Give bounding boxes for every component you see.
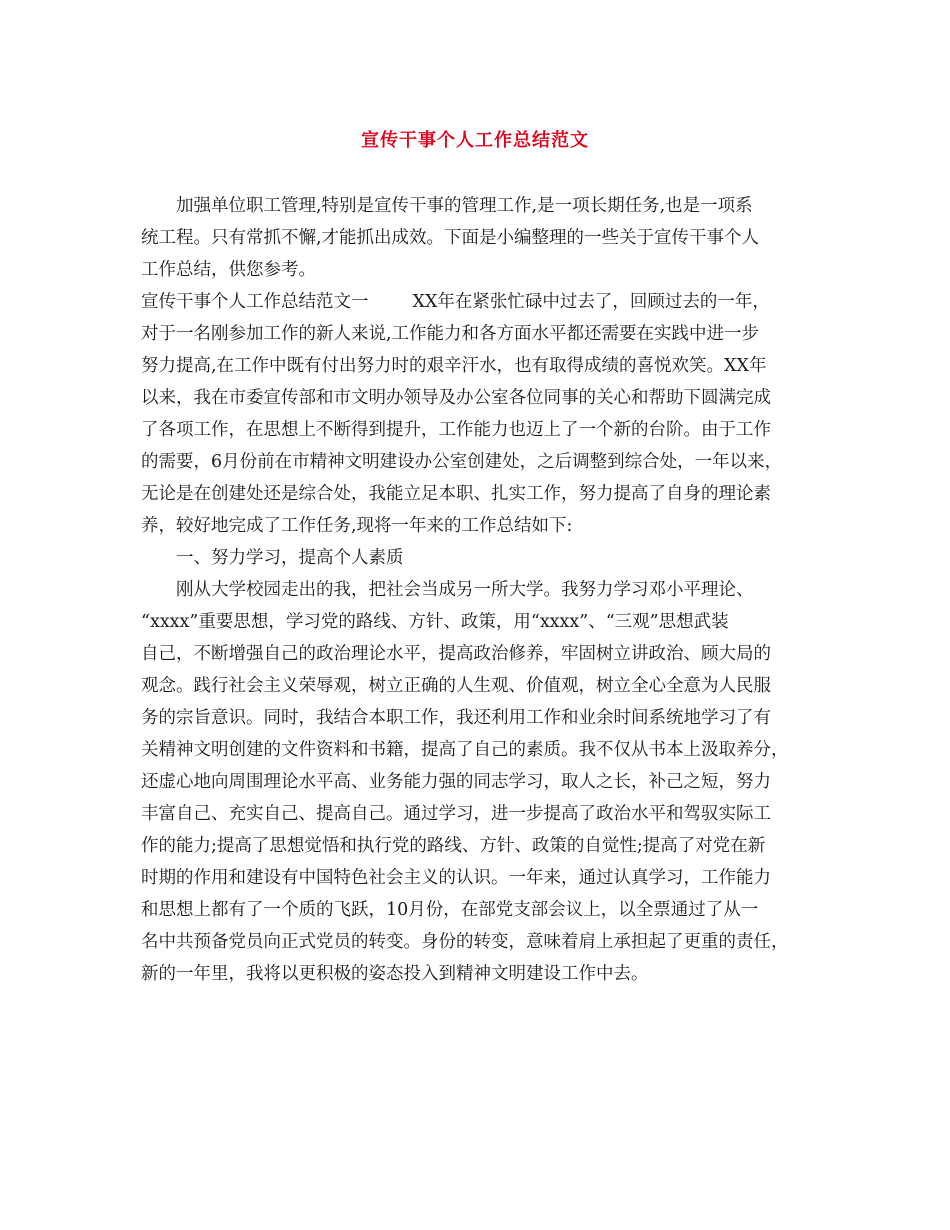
- text-line: [141, 606, 811, 638]
- text-line: [141, 190, 811, 222]
- text-line-content: 和思想上都有了一个质的飞跃，10月份，在部党支部会议上，以全票通过了从一: [141, 900, 759, 920]
- document-title: 宣传干事个人工作总结范文: [361, 130, 589, 151]
- text-line: [141, 574, 811, 606]
- text-line-content: 工作总结，供您参考。: [141, 260, 316, 280]
- document-body: [141, 190, 811, 990]
- text-line-content: 以来，我在市委宣传部和市文明办领导及办公室各位同事的关心和帮助下圆满完成: [141, 388, 771, 408]
- text-line-content: 加强单位职工管理,特别是宣传干事的管理工作,是一项长期任务,也是一项系: [176, 196, 753, 216]
- text-line: [141, 830, 811, 862]
- text-line: [141, 926, 811, 958]
- text-line-content: 新的一年里，我将以更积极的姿态投入到精神文明建设工作中去。: [141, 964, 649, 984]
- text-line-content: 养，较好地完成了工作任务,现将一年来的工作总结如下:: [141, 516, 573, 536]
- text-line: [141, 478, 811, 510]
- text-line: [141, 222, 811, 254]
- text-line-content-continued: XX年在紧张忙碌中过去了，回顾过去的一年，: [412, 292, 770, 312]
- text-line-content: 自己，不断增强自己的政治理论水平，提高政治修养，牢固树立讲政治、顾大局的: [141, 644, 771, 664]
- text-line-content: 观念。践行社会主义荣辱观，树立正确的人生观、价值观，树立全心全意为人民服: [141, 676, 771, 696]
- text-line: [141, 286, 811, 318]
- text-line-content: 刚从大学校园走出的我，把社会当成另一所大学。我努力学习邓小平理论、: [176, 580, 754, 600]
- text-line: [141, 638, 811, 670]
- text-line: [141, 542, 811, 574]
- text-line-content: 宣传干事个人工作总结范文一: [141, 292, 369, 312]
- text-line-content: 还虚心地向周围理论水平高、业务能力强的同志学习，取人之长，补己之短，努力: [141, 772, 771, 792]
- text-line: [141, 958, 811, 990]
- text-line-content: “xxxx”重要思想，学习党的路线、方针、政策，用“xxxx”、“三观”思想武装: [141, 612, 729, 632]
- text-line-content: 名中共预备党员向正式党员的转变。身份的转变，意味着肩上承担起了更重的责任，: [141, 932, 789, 952]
- text-line: [141, 734, 811, 766]
- text-line: [141, 766, 811, 798]
- text-line: [141, 510, 811, 542]
- text-line: [141, 670, 811, 702]
- text-line-content: 务的宗旨意识。同时，我结合本职工作，我还利用工作和业余时间系统地学习了有: [141, 708, 771, 728]
- text-line-content: 统工程。只有常抓不懈,才能抓出成效。下面是小编整理的一些关于宣传干事个人: [141, 228, 760, 248]
- text-line: [141, 350, 811, 382]
- text-line: [141, 318, 811, 350]
- text-line: [141, 254, 811, 286]
- text-line: [141, 446, 811, 478]
- text-line-content: 无论是在创建处还是综合处，我能立足本职、扎实工作，努力提高了自身的理论素: [141, 484, 771, 504]
- text-line-content: 丰富自己、充实自己、提高自己。通过学习，进一步提高了政治水平和驾驭实际工: [141, 804, 771, 824]
- text-line: [141, 382, 811, 414]
- text-line-content: 努力提高,在工作中既有付出努力时的艰辛汗水，也有取得成绩的喜悦欢笑。XX年: [141, 356, 767, 376]
- text-line: [141, 862, 811, 894]
- text-line: [141, 414, 811, 446]
- text-line-content: 了各项工作，在思想上不断得到提升，工作能力也迈上了一个新的台阶。由于工作: [141, 420, 771, 440]
- text-line: [141, 798, 811, 830]
- text-line-content: 关精神文明创建的文件资料和书籍，提高了自己的素质。我不仅从书本上汲取养分，: [141, 740, 789, 760]
- text-line-content: 一、努力学习，提高个人素质: [176, 548, 404, 568]
- text-line-content: 对于一名刚参加工作的新人来说,工作能力和各方面水平都还需要在实践中进一步: [141, 324, 760, 344]
- text-line-content: 时期的作用和建设有中国特色社会主义的认识。一年来，通过认真学习，工作能力: [141, 868, 771, 888]
- text-line: [141, 894, 811, 926]
- text-line-content: 的需要，6月份前在市精神文明建设办公室创建处，之后调整到综合处，一年以来，: [141, 452, 783, 472]
- text-line-content: 作的能力;提高了思想觉悟和执行党的路线、方针、政策的自觉性;提高了对党在新: [141, 836, 766, 856]
- text-line: [141, 702, 811, 734]
